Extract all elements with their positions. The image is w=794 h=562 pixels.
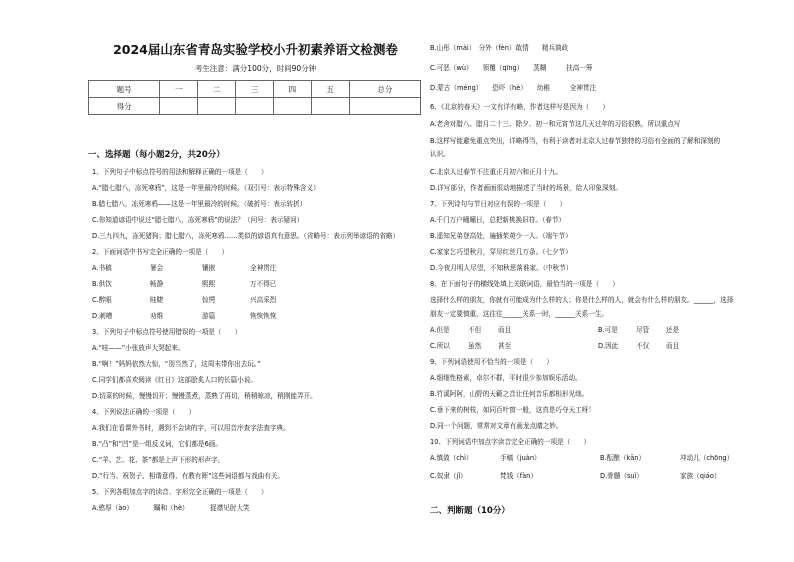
score-cell: 二: [198, 81, 236, 98]
option: 暑会: [150, 264, 164, 272]
option: 万不得已: [250, 280, 277, 288]
question-line: D.切菜的时候，慢慢切开；慢慢蒸煮，蒸熟了再切，稍稍晾凉，稍刚能弄开。: [92, 392, 317, 400]
question-line: C.北京人过春节不注重正月初六和正月十九。: [430, 168, 562, 176]
option: 瞩和（hè）: [154, 504, 189, 512]
option: A.憨厚（ào）: [92, 504, 133, 512]
question-line: D.蒙古（méng） 恐吓（hè） 幼稚 全神贯注: [430, 84, 597, 92]
option: D.刺嘈: [92, 312, 113, 320]
question-line: 10、下列词语中加点字读音完全正确的一项是（ ）: [430, 438, 591, 446]
option-row: [92, 280, 276, 289]
option: 畅静: [150, 280, 164, 288]
option: 恢恢恢恢: [250, 312, 277, 320]
option-row: [430, 342, 679, 351]
score-input-cell[interactable]: [311, 98, 349, 115]
option: 还是: [666, 326, 680, 334]
option: 而且: [498, 326, 512, 334]
option: B.供饮: [92, 280, 112, 288]
option: 游篇: [202, 312, 216, 320]
question-line: 4、下列说法正确的一项是（ ）: [92, 408, 196, 416]
question-line: 选择什么样的朋友，你就有可能成为什么样的人；你是什么样的人，就会有什么样的朋友。______，选择: [430, 296, 734, 304]
option-row: [430, 326, 679, 335]
question-line: 1、下列句子中标点符号的用法和解释正确的一项是（ ）: [92, 168, 268, 176]
option: B.酝酿（kān）: [600, 454, 646, 462]
section-heading: 一、选择题（每小题2分，共20分）: [88, 150, 225, 160]
question-line: D.今夜月明人尽望，不知秋思落谁家。（中秋节）: [430, 264, 573, 272]
option: C.醉眼: [92, 296, 112, 304]
question-line: C.垂下来的树枝，如同百叶窗一般，这真是巧夺天工呀！: [430, 406, 595, 414]
option: 虽然: [468, 342, 482, 350]
question-line: 6、《北京的春天》一文有详有略，作者这样写是因为（ ）: [430, 103, 609, 111]
exam-title: 2024届山东省青岛实验学校小升初素养语文检测卷: [113, 42, 398, 57]
question-line: 朋友一定要慎重，这往往______关系一时，______关系一生。: [430, 310, 609, 318]
question-line: B.竹溪阿阿，山野的天籁之音让任何音乐都相形见绌。: [430, 390, 589, 398]
option: 熙熙: [202, 280, 216, 288]
score-cell: 五: [311, 81, 349, 98]
option: A.但是: [430, 326, 450, 334]
option-row: [430, 472, 720, 481]
question-line: 认识。: [430, 150, 450, 158]
option: 兴高采烈: [250, 296, 277, 304]
score-input-cell[interactable]: [236, 98, 274, 115]
option: 捉襟见肘大笑: [210, 504, 250, 512]
option: 尽管: [636, 326, 650, 334]
question-line: D.同一个问题，常常对文章有画龙点睛之妙。: [430, 422, 563, 430]
question-line: B.遥知兄弟登高处，遍插茱萸少一人。（端午节）: [430, 232, 572, 240]
option: 不仅: [636, 342, 650, 350]
question-line: C.“羊、艺、花、茶”都是上声下形的形声字。: [92, 456, 225, 464]
option: 冲动儿（chōng）: [680, 454, 734, 462]
question-line: D.三九四九，冻死猪狗；腊七腊八，冻死寒鸦……类似的谚语真有意思。（省略号：表示列举谚语的省略）: [92, 232, 400, 240]
option: 不但: [468, 326, 482, 334]
question-line: C.你知道谚语中说过“腊七腊八，冻死寒鸦”的说法？（问号：表示疑问）: [92, 216, 304, 224]
option: 镶嵌: [202, 264, 216, 272]
question-line: C.可恶（wù） 领覆（qīng） 蒸糊 扶高一筹: [430, 64, 593, 72]
option: 惊愕: [202, 296, 216, 304]
option: D.骨髓（suǐ）: [600, 472, 643, 480]
question-line: B.这样写能避免重点突出，详略得当，有利于读者对北京人过春节独特的习俗有全面的了解和深刻的: [430, 137, 721, 145]
score-input-cell[interactable]: [273, 98, 311, 115]
question-line: B.“凸”和“凹”是一组反义词，它们都是6画。: [92, 440, 222, 448]
question-line: B.腊七腊八，冻死寒鸦——这是一年里最冷的时候。（破折号：表示转折）: [92, 200, 307, 208]
score-cell: 题号: [89, 81, 160, 98]
option: 眭睫: [150, 296, 164, 304]
question-line: C.家家乞巧望秋月，穿尽红丝几万条。（七夕节）: [430, 248, 572, 256]
score-cell: 四: [273, 81, 311, 98]
question-line: B.“啊！”妈妈依然大惊，“别当然了，这周末带你出去玩。”: [92, 360, 261, 368]
score-input-cell[interactable]: [198, 98, 236, 115]
option: 全神贯注: [250, 264, 277, 272]
option: D.因此: [598, 342, 619, 350]
score-cell: 总分: [349, 81, 420, 98]
option: 而且: [666, 342, 680, 350]
question-line: B.山彤（mài） 分外（fèn）敢情 精兵简政: [430, 44, 569, 52]
question-line: A.我们在看课外书时，遇到不会读的字，可以用音序查字法查字典。: [92, 424, 290, 432]
question-line: 9、下列词语使用不恰当的一项是（ ）: [430, 358, 553, 366]
question-line: A.老舍对腊八、腊月二十三、除夕、初一和元宵节这几天过年的习俗很熟，所以重点写: [430, 120, 681, 128]
section-heading: 二、判断题（10分）: [430, 506, 510, 516]
option: 甚至: [498, 342, 512, 350]
question-line: A.细细性格素，卓尔不群，平时很少参加娱乐活动。: [430, 374, 582, 382]
question-line: C.同学们都喜欢阅读《红日》这部脍炙人口的长篇小说。: [92, 376, 257, 384]
score-cell: 三: [236, 81, 274, 98]
question-line: A.“腊七腊八，冻死寒鸦”，这是一年里最冷的时候。（双引号：表示特殊含义）: [92, 184, 320, 192]
score-input-cell[interactable]: [160, 98, 198, 115]
option-row: [92, 296, 276, 305]
question-line: 3、下列句子中标点符号使用错误的一项是（ ）: [92, 328, 242, 336]
option: 劝维: [150, 312, 164, 320]
exam-notice: 考生注意：满分100分，时间90分钟: [194, 64, 317, 73]
option: C.奴隶（jǐ）: [430, 472, 467, 480]
option-row: [430, 454, 733, 463]
question-line: D.详写部分，作者画面很动地描述了当时的场景，给人印象深刻。: [430, 184, 622, 192]
question-line: 7、下列诗句与节日对应有误的一项是（ ）: [430, 200, 567, 208]
option: B.可是: [598, 326, 618, 334]
option: A.书稿: [92, 264, 112, 272]
option-row: [92, 264, 276, 273]
score-input-cell[interactable]: [349, 98, 420, 115]
question-line: A.“哇——”小张放声大哭起来。: [92, 344, 185, 352]
option: 梵钱（fàn）: [500, 472, 537, 480]
question-line: 5、下列各组加点字的读音、字形完全正确的一项是（ ）: [92, 488, 268, 496]
score-cell: 一: [160, 81, 198, 98]
option: A.慎敛（chì）: [430, 454, 473, 462]
score-table: [88, 80, 421, 115]
option: C.所以: [430, 342, 450, 350]
question-line: 2、下面词语中书写完全正确的一项是（ ）: [92, 248, 229, 256]
option: 家族（qiáo）: [680, 472, 721, 480]
question-line: A.千门万户曈曈日，总把新桃换旧符。（春节）: [430, 216, 566, 224]
option-row: [92, 312, 276, 321]
option: 手稿（juàn）: [500, 454, 541, 462]
question-line: D.“行当、祝贺子、相谐意得、有教有晖”这些词语都与戏曲有关。: [92, 472, 285, 480]
score-table-header-row: [89, 81, 421, 98]
option-row: [92, 504, 250, 513]
score-table-score-row: [89, 98, 421, 115]
question-line: 8、在下面句子的横线处填上关联词语，最恰当的一项是（ ）: [430, 280, 619, 288]
score-cell: 得分: [89, 98, 160, 115]
